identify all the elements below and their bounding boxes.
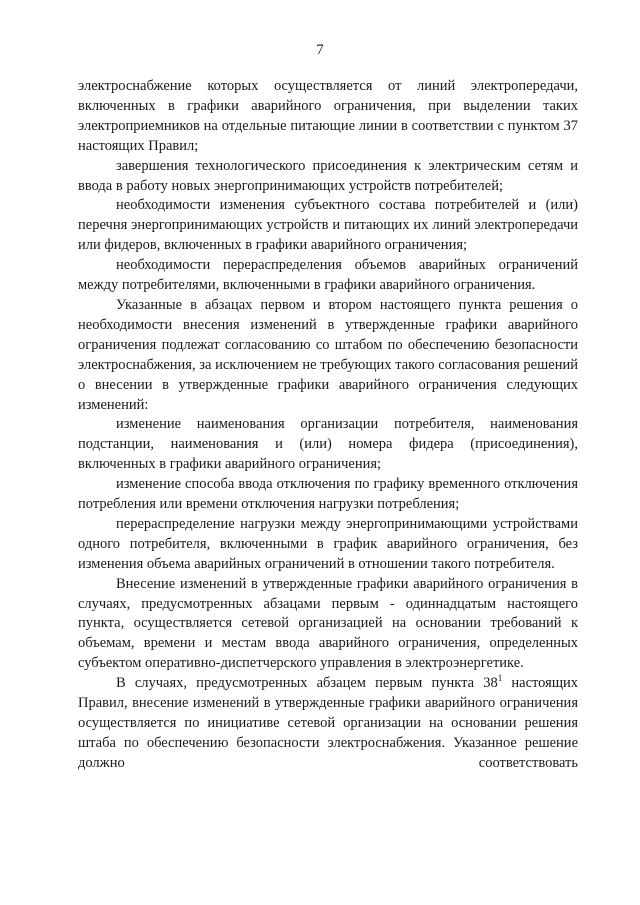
- paragraph-name-change: изменение наименования организации потребителя, наименования подстанции, наименования и (или) номера фидера (присоединения), включенных в графики аварийного ограничения;: [78, 416, 578, 473]
- paragraph-grid-organization-changes: Внесение изменений в утвержденные графики аварийного ограничения в случаях, предусмотренных абзацами первым - одиннадцатым настоящего пункта, осуществляется сетевой организацией на основании требований к объемам, времени и местам ввода аварийного ограничения, определенных субъектом оперативно-диспетчерского управления в электроэнергетике.: [78, 575, 578, 672]
- document-body: [78, 77, 578, 774]
- paragraph-volume-redistribution: необходимости перераспределения объемов аварийных ограничений между потребителями, включенными в графики аварийного ограничения.: [78, 257, 578, 294]
- paragraph-tech-connection: завершения технологического присоединения к электрическим сетям и ввода в работу новых энергопринимающих устройств потребителей;: [78, 157, 578, 194]
- clause-text-after: настоящих Правил, внесение изменений в утвержденные графики аварийного ограничения осуществляется по инициативе сетевой организации на основании решения штаба по обеспечению безопасности электроснабжения. Указанное решение должно соответствовать: [78, 675, 578, 771]
- paragraph-approval-requirement: Указанные в абзацах первом и втором настоящего пункта решения о необходимости внесения изменений в утвержденные графики аварийного ограничения подлежат согласованию со штабом по обеспечению безопасности электроснабжения, за исключением не требующих такого согласования решений о внесении в утвержденные графики аварийного ограничения следующих изменений:: [78, 296, 578, 413]
- page-number: 7: [316, 42, 324, 58]
- paragraph-continuation: электроснабжение которых осуществляется от линий электропередачи, включенных в графики аварийного ограничения, при выделении таких электроприемников на отдельные питающие линии в соответствии с пунктом 37 настоящих Правил;: [78, 78, 578, 154]
- paragraph-method-change: изменение способа ввода отключения по графику временного отключения потребления или времени отключения нагрузки потребления;: [78, 476, 578, 513]
- paragraph-clause-38-1: [78, 674, 578, 774]
- clause-text-before: В случаях, предусмотренных абзацем первым пункта 38: [116, 675, 498, 692]
- paragraph-consumer-composition: необходимости изменения субъектного состава потребителей и (или) перечня энергопринимающих устройств и питающих их линий электропередачи или фидеров, включенных в графики аварийного ограничения;: [78, 197, 578, 254]
- clause-superscript: 1: [497, 673, 503, 684]
- paragraph-load-redistribution: перераспределение нагрузки между энергопринимающими устройствами одного потребителя, включенными в график аварийного ограничения, без изменения объема аварийных ограничений в отношении такого потребителя.: [78, 515, 578, 572]
